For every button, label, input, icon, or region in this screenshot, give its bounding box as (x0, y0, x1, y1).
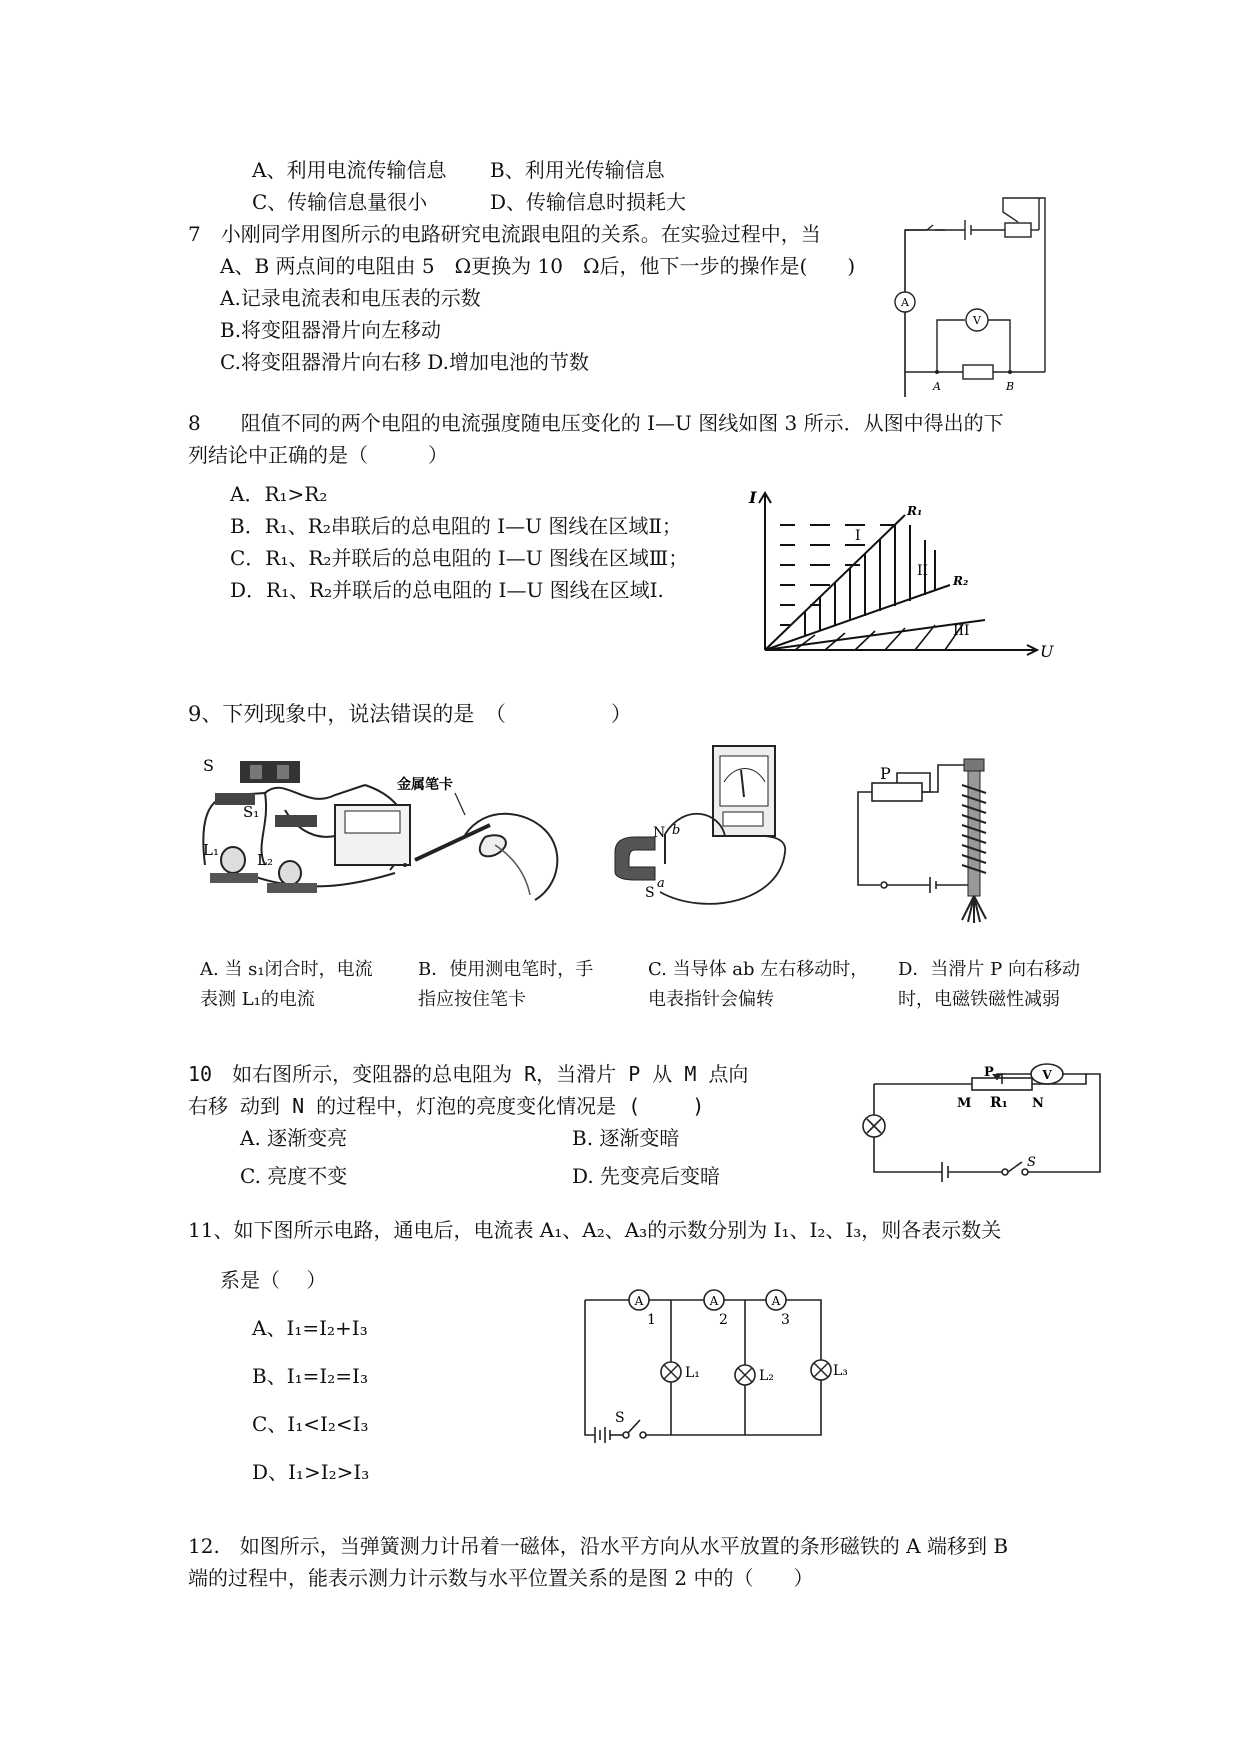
q10-fig-n-label: N (1032, 1096, 1044, 1111)
q9-figure-a-circuit (195, 755, 425, 900)
q7-point-b-label: B (1005, 380, 1015, 393)
q10-fig-s-label: S (1027, 1155, 1036, 1170)
q10-option-c: C. 亮度不变 (240, 1164, 348, 1188)
q9-fig-a-l2-label: L₂ (257, 851, 273, 869)
q11-stem-line1: 11、如下图所示电路，通电后，电流表 A₁、A₂、A₃的示数分别为 I₁、I₂、I₃，则各表示数关 (188, 1218, 1002, 1242)
q11-lamp-l2-label: L₂ (759, 1368, 774, 1384)
q11-ammeter-3-number: 3 (781, 1312, 790, 1328)
q9-fig-a-s-label: S (203, 756, 214, 775)
q10-fig-r1-label: R₁ (990, 1095, 1008, 1111)
q8-iu-graph (735, 485, 1055, 660)
q9-caption-c-line2: 电表指针会偏转 (648, 989, 774, 1010)
q10-option-d: D. 先变亮后变暗 (572, 1164, 721, 1188)
q9-fig-a-s1-label: S₁ (243, 803, 260, 821)
q8-r2-label: R₂ (953, 574, 969, 588)
q11-option-b: B、I₁=I₂=I₃ (252, 1364, 368, 1388)
q6-option-d: D、传输信息时损耗大 (490, 190, 687, 214)
q9-fig-b-pen-clip-label: 金属笔卡 (397, 777, 453, 793)
q8-stem-line1: 8 阻值不同的两个电阻的电流强度随电压变化的 I—U 图线如图 3 所示．从图中得出的下 (188, 411, 1004, 435)
q9-fig-c-s-label: S (645, 885, 655, 901)
q11-ammeter-3-symbol: A (771, 1294, 781, 1308)
q9-fig-d-p-label: P (880, 764, 891, 783)
q9-fig-c-n-label: N (653, 825, 666, 841)
q10-circuit-figure (862, 1062, 1107, 1182)
q10-option-a: A. 逐渐变亮 (240, 1126, 348, 1150)
q10-stem-line1: 10 如右图所示，变阻器的总电阻为 R，当滑片 P 从 M 点向 (188, 1062, 749, 1086)
q12-stem-line1: 12. 如图所示，当弹簧测力计吊着一磁体，沿水平方向从水平放置的条形磁铁的 A 端移到 B (188, 1534, 1009, 1558)
q10-fig-m-label: M (957, 1096, 972, 1111)
q8-region1-label: I (855, 528, 861, 544)
q7-stem-line2: A、B 两点间的电阻由 5 Ω更换为 10 Ω后，他下一步的操作是( ) (220, 254, 856, 278)
q9-fig-c-a-label: a (657, 876, 665, 891)
q8-x-axis-label: U (1040, 642, 1054, 660)
q10-fig-p-label: P (984, 1065, 994, 1080)
q11-ammeter-2-number: 2 (719, 1312, 728, 1328)
q8-y-axis-label: I (749, 488, 757, 507)
q7-point-a-label: A (933, 380, 941, 393)
q6-option-b: B、利用光传输信息 (490, 158, 665, 182)
q11-ammeter-1-symbol: A (634, 1294, 644, 1308)
q8-region2-label: II (917, 563, 929, 579)
q7-circuit-figure (885, 192, 1055, 397)
q9-caption-d-line2: 时，电磁铁磁性减弱 (898, 989, 1060, 1010)
q6-option-c: C、传输信息量很小 (252, 190, 428, 214)
q8-option-c: C．R₁、R₂并联后的总电阻的 I—U 图线在区域Ⅲ； (230, 546, 689, 570)
q7-option-b: B.将变阻器滑片向左移动 (220, 318, 442, 342)
q9-fig-c-b-label: b (672, 823, 681, 838)
q10-stem-line2: 右移 动到 N 的过程中，灯泡的亮度变化情况是 ( ) (188, 1094, 705, 1118)
q7-ammeter-label: A (901, 296, 909, 309)
q10-option-b: B. 逐渐变暗 (572, 1126, 680, 1150)
q9-caption-d-line1: D．当滑片 P 向右移动 (898, 959, 1080, 980)
q9-figure-d-electromagnet (850, 755, 1020, 925)
q9-stem: 9、下列现象中，说法错误的是 （ ） (188, 702, 632, 726)
q9-caption-a-line1: A. 当 s₁闭合时，电流 (200, 959, 373, 980)
q7-voltmeter-label: V (973, 314, 981, 327)
q10-fig-v-label: V (1042, 1068, 1052, 1082)
q8-option-a: A．R₁>R₂ (230, 482, 328, 506)
q11-lamp-l3-label: L₃ (833, 1363, 848, 1379)
q8-r1-label: R₁ (907, 504, 923, 518)
q11-stem-line2: 系是（ ） (220, 1268, 327, 1292)
q9-caption-b-line1: B．使用测电笔时，手 (418, 959, 594, 980)
q9-caption-c-line1: C. 当导体 ab 左右移动时， (648, 959, 869, 980)
q7-option-cd: C.将变阻器滑片向右移 D.增加电池的节数 (220, 350, 589, 374)
q9-caption-b-line2: 指应按住笔卡 (418, 989, 526, 1010)
q8-option-d: D．R₁、R₂并联后的总电阻的 I—U 图线在区域Ⅰ. (230, 578, 664, 602)
q11-lamp-l1-label: L₁ (685, 1365, 700, 1381)
q11-option-a: A、I₁=I₂+I₃ (252, 1316, 368, 1340)
q7-option-a: A.记录电流表和电压表的示数 (220, 286, 481, 310)
q11-option-c: C、I₁<I₂<I₃ (252, 1412, 369, 1436)
q12-stem-line2: 端的过程中，能表示测力计示数与水平位置关系的是图 2 中的（ ） (188, 1566, 814, 1590)
q7-stem-line1: 7 小刚同学用图所示的电路研究电流跟电阻的关系。在实验过程中，当 (188, 222, 821, 246)
q11-switch-s-label: S (615, 1410, 625, 1426)
q9-figure-b-test-pen (395, 775, 570, 905)
q8-region3-label: III (953, 623, 970, 639)
q11-circuit-figure (575, 1280, 850, 1465)
q9-fig-a-l1-label: L₁ (203, 841, 219, 859)
q8-stem-line2: 列结论中正确的是（ ） (188, 443, 448, 467)
q11-option-d: D、I₁>I₂>I₃ (252, 1460, 370, 1484)
q8-option-b: B．R₁、R₂串联后的总电阻的 I—U 图线在区域Ⅱ； (230, 514, 682, 538)
q9-figure-c-induction (605, 742, 800, 917)
q6-option-a: A、利用电流传输信息 (252, 158, 447, 182)
q9-caption-a-line2: 表测 L₁的电流 (200, 989, 315, 1010)
q11-ammeter-2-symbol: A (709, 1294, 719, 1308)
q11-ammeter-1-number: 1 (647, 1312, 656, 1328)
